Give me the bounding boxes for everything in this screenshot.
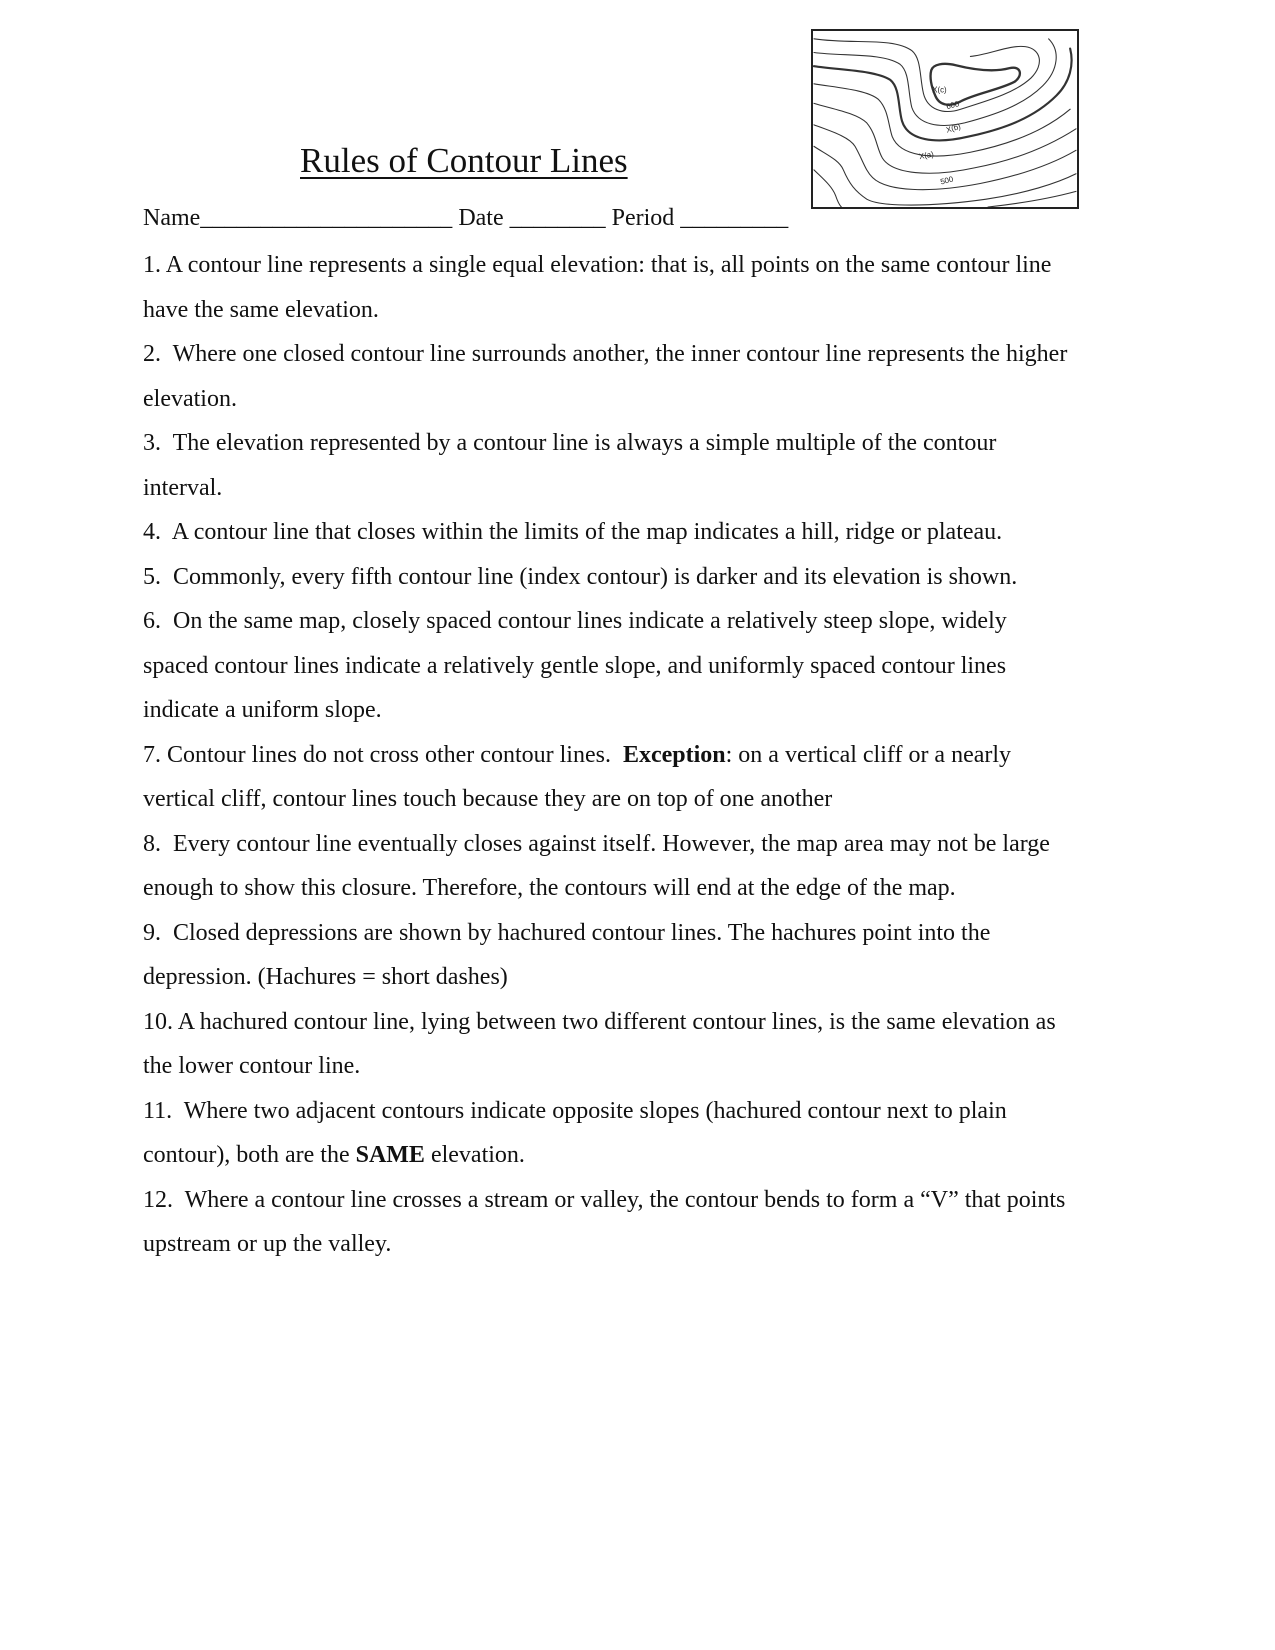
rule-emphasis-exception: Exception [622, 741, 726, 768]
map-label-xc: X(c) [932, 85, 947, 95]
rule-number: 5. [143, 563, 161, 590]
rule-4 [143, 510, 1078, 555]
rule-number: 6. [143, 608, 161, 634]
rule-text-before: Where two adjacent contours indicate opposite slopes (hachured contour next to plain contour), both are the [143, 1097, 1007, 1168]
rule-5 [143, 555, 1078, 600]
rule-number: 9. [143, 919, 161, 946]
map-label-500: 500 [939, 174, 955, 187]
rule-8 [143, 822, 1078, 911]
rule-number: 1. [143, 252, 161, 278]
name-field[interactable]: Name_____________________ [143, 205, 453, 231]
date-field[interactable]: Date ________ [458, 205, 606, 231]
rule-number: 11. [143, 1097, 173, 1124]
map-label-600: 600 [945, 99, 961, 112]
rule-12 [143, 1178, 1078, 1267]
rule-10 [143, 1000, 1078, 1089]
rule-text: The elevation represented by a contour line is always a simple multiple of the contour interval. [143, 430, 997, 501]
rule-text: Every contour line eventually closes against itself. However, the map area may not be large enough to show this closure. Therefore, the contours will end at the edge of the map. [143, 830, 1050, 901]
student-info-line [143, 202, 788, 234]
rule-text-after: elevation. [430, 1142, 525, 1168]
rule-9 [143, 911, 1078, 1000]
contour-map-figure [811, 29, 1079, 209]
rule-2 [143, 332, 1078, 421]
contour-rules-list [143, 243, 1078, 1267]
rule-3 [143, 421, 1078, 510]
map-label-xa: X(a) [918, 149, 935, 162]
rule-emphasis-same: SAME [355, 1142, 425, 1168]
rule-1 [143, 243, 1078, 332]
rule-text: Closed depressions are shown by hachured contour lines. The hachures point into the depression. (Hachures = short dashes) [143, 919, 991, 990]
page-title: Rules of Contour Lines [300, 141, 628, 180]
rule-number: 8. [143, 830, 161, 857]
rule-text: A hachured contour line, lying between two different contour lines, is the same elevation as the lower contour line. [143, 1008, 1056, 1079]
rule-text: Where a contour line crosses a stream or valley, the contour bends to form a “V” that points upstream or up the valley. [143, 1186, 1066, 1257]
rule-6 [143, 599, 1078, 733]
rule-number: 12. [143, 1186, 173, 1213]
rule-text: On the same map, closely spaced contour lines indicate a relatively steep slope, widely spaced contour lines indicate a relatively gentle slope, and uniformly spaced contour lines indicate a uniform slope. [143, 608, 1007, 723]
rule-text: A contour line that closes within the limits of the map indicates a hill, ridge or plateau. [171, 519, 1003, 545]
rule-text: Commonly, every fifth contour line (index contour) is darker and its elevation is shown. [173, 563, 1018, 590]
rule-text-after: : on a vertical cliff or a nearly vertical cliff, contour lines touch because they are on top of one another [143, 741, 1012, 812]
period-field[interactable]: Period _________ [611, 205, 789, 231]
rule-number: 10. [143, 1008, 173, 1035]
rule-number: 3. [143, 430, 161, 456]
rule-text-before: Contour lines do not cross other contour lines. [167, 741, 611, 768]
rule-text: A contour line represents a single equal elevation: that is, all points on the same contour line have the same elevation. [143, 252, 1052, 323]
rule-number: 4. [143, 519, 161, 545]
rule-number: 2. [143, 341, 161, 367]
rule-text: Where one closed contour line surrounds another, the inner contour line represents the higher elevation. [143, 341, 1068, 412]
rule-11 [143, 1089, 1078, 1178]
contour-map-illustration [813, 31, 1077, 207]
rule-number: 7. [143, 741, 161, 768]
rule-7 [143, 733, 1078, 822]
map-label-xb: X(b) [945, 121, 962, 135]
